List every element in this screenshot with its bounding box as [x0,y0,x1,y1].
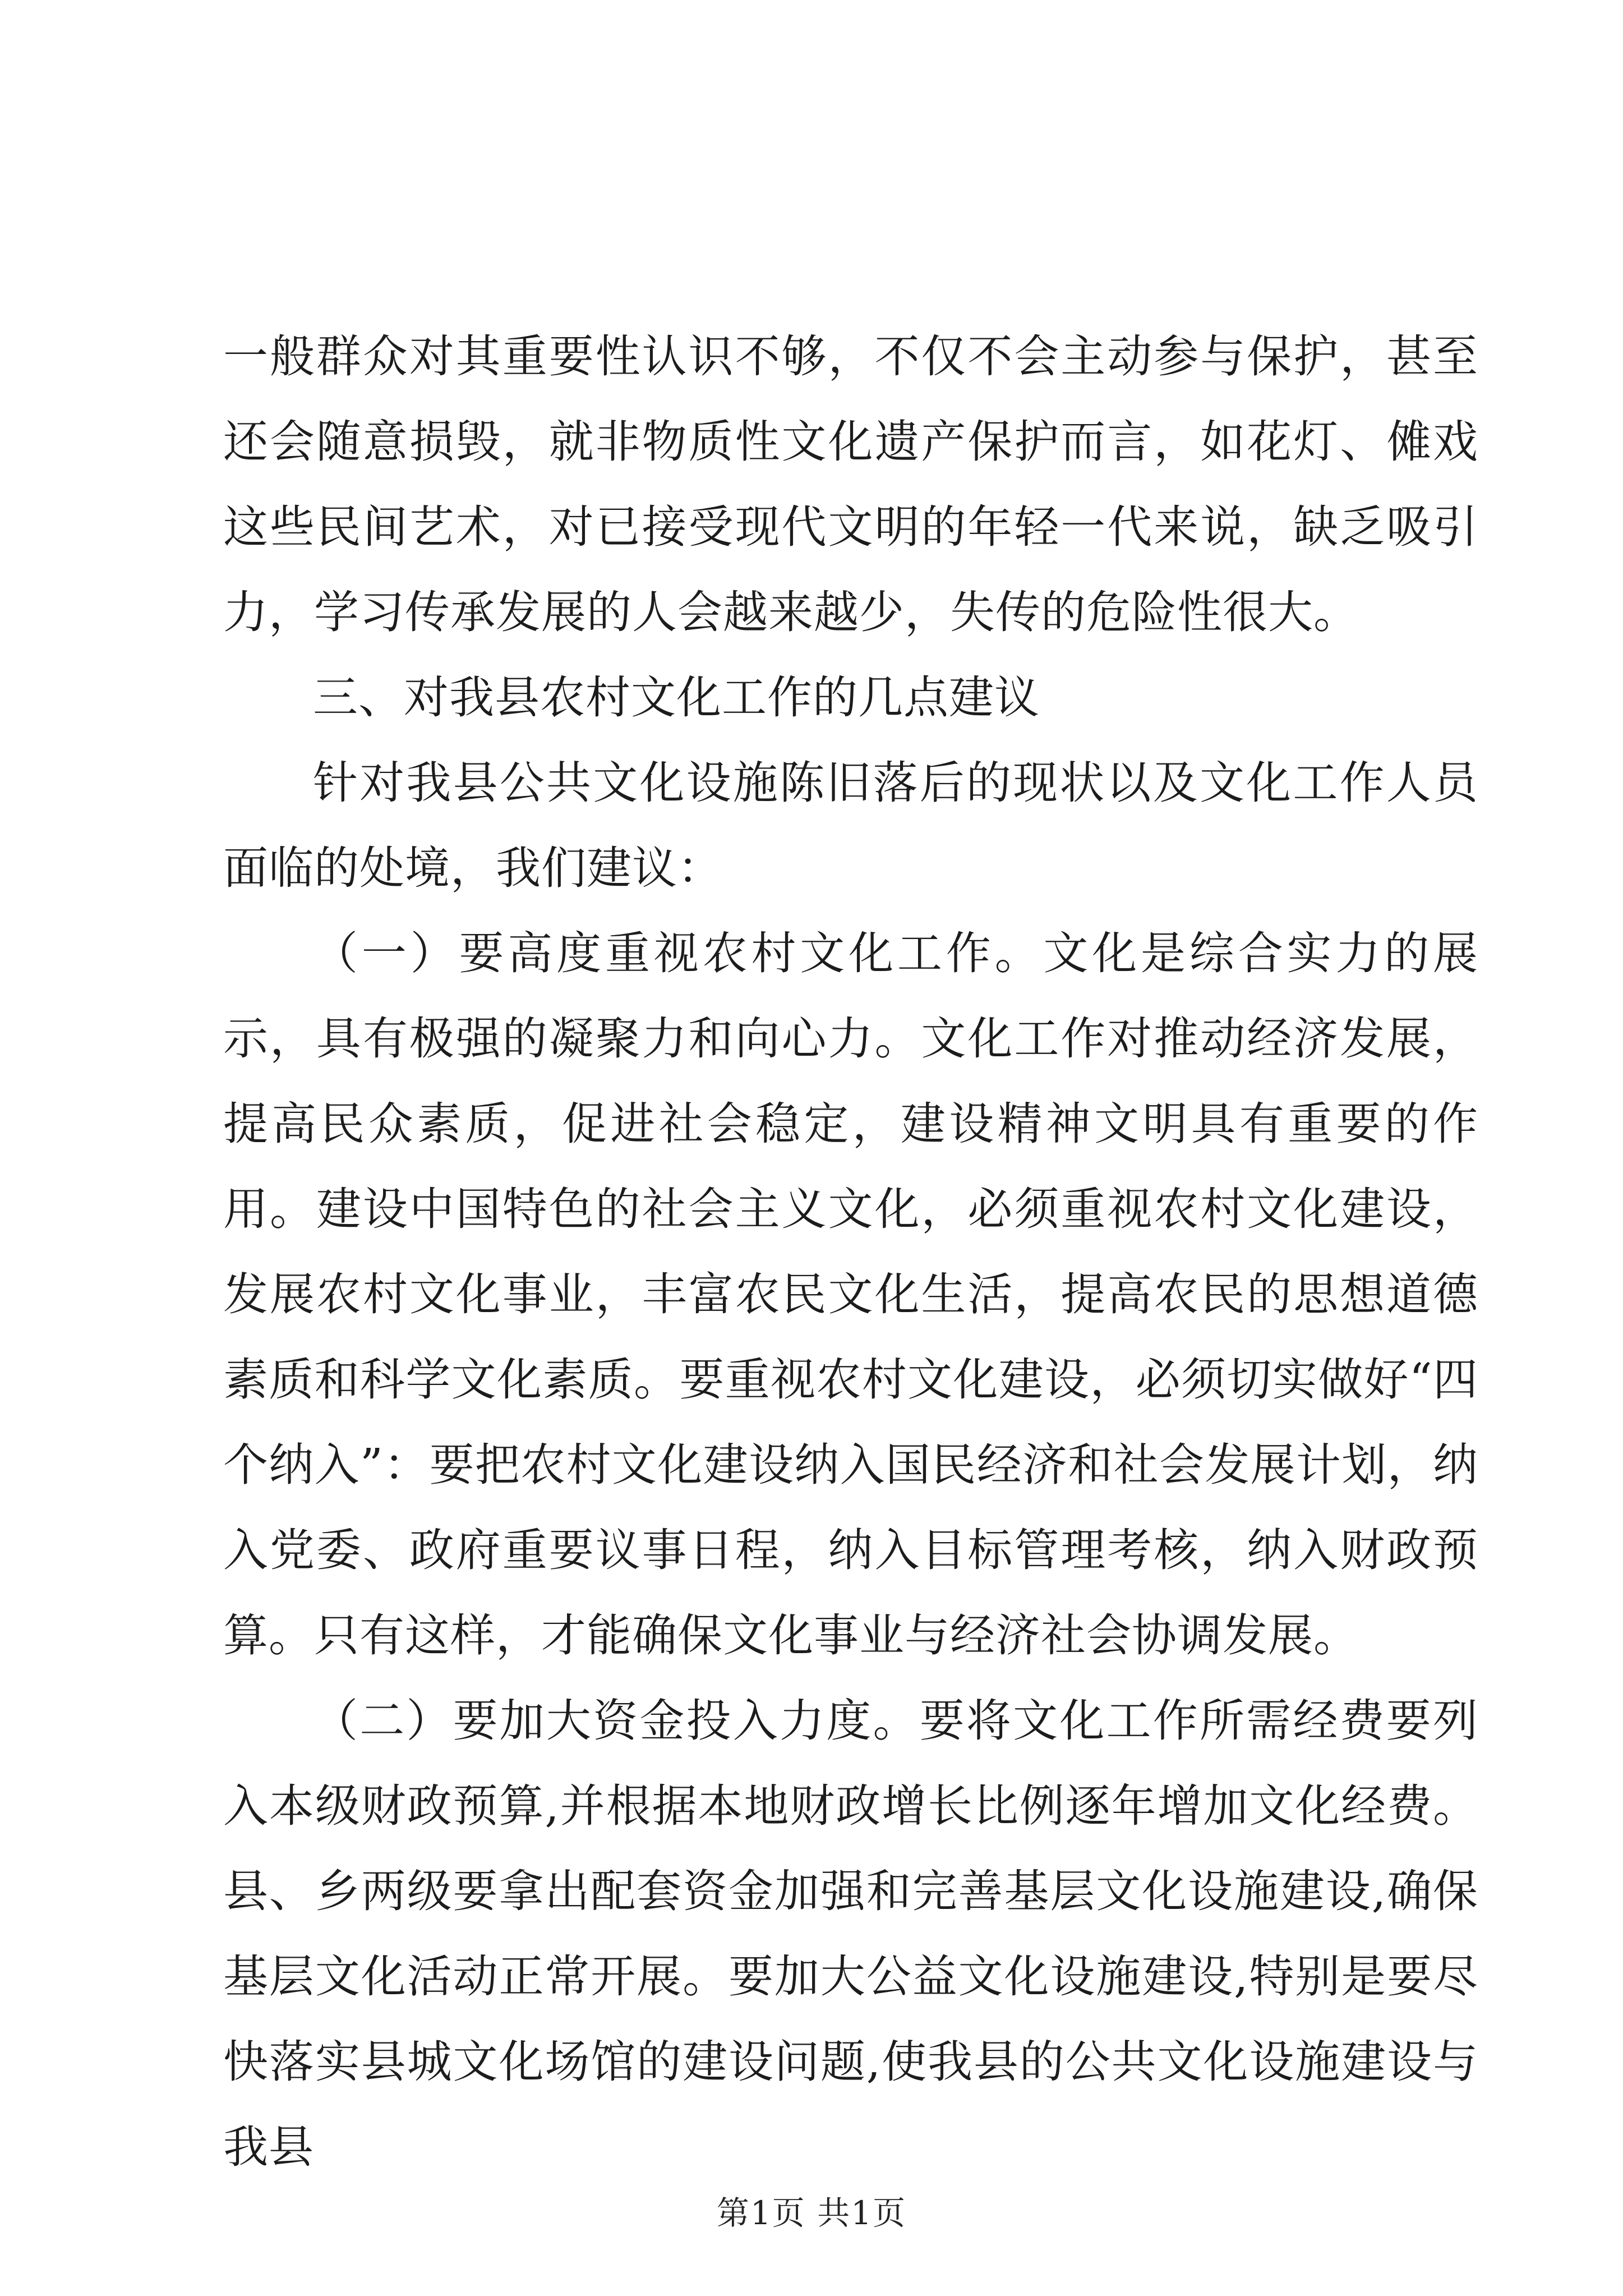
paragraph: 一般群众对其重要性认识不够，不仅不会主动参与保护，甚至还会随意损毁，就非物质性文化遗产保护而言，如花灯、傩戏这些民间艺术，对已接受现代文明的年轻一代来说，缺乏吸引力，学习传承发展的人会越来越少，失传的危险性很大。 [223,330,1478,638]
paragraph: （一）要高度重视农村文化工作。文化是综合实力的展示，具有极强的凝聚力和向心力。文化工作对推动经济发展，提高民众素质，促进社会稳定，建设精神文明具有重要的作用。建设中国特色的社会主义文化，必须重视农村文化建设，发展农村文化事业，丰富农民文化生活，提高农民的思想道德素质和科学文化素质。要重视农村文化建设，必须切实做好“四个纳入”：要把农村文化建设纳入国民经济和社会发展计划，纳入党委、政府重要议事日程，纳入目标管理考核，纳入财政预算。只有这样，才能确保文化事业与经济社会协调发展。 [223,927,1478,1662]
section-heading: 三、对我县农村文化工作的几点建议 [313,671,1040,724]
page-number: 第1页 共1页 [716,2194,907,2232]
paragraph: （二）要加大资金投入力度。要将文化工作所需经费要列入本级财政预算,并根据本地财政增长比例逐年增加文化经费。县、乡两级要拿出配套资金加强和完善基层文化设施建设,确保基层文化活动正常开展。要加大公益文化设施建设,特别是要尽快落实县城文化场馆的建设问题,使我县的公共文化设施建设与我县 [223,1695,1478,2173]
document-body [223,314,1478,2190]
paragraph: 针对我县公共文化设施陈旧落后的现状以及文化工作人员面临的处境，我们建议： [223,757,1478,894]
